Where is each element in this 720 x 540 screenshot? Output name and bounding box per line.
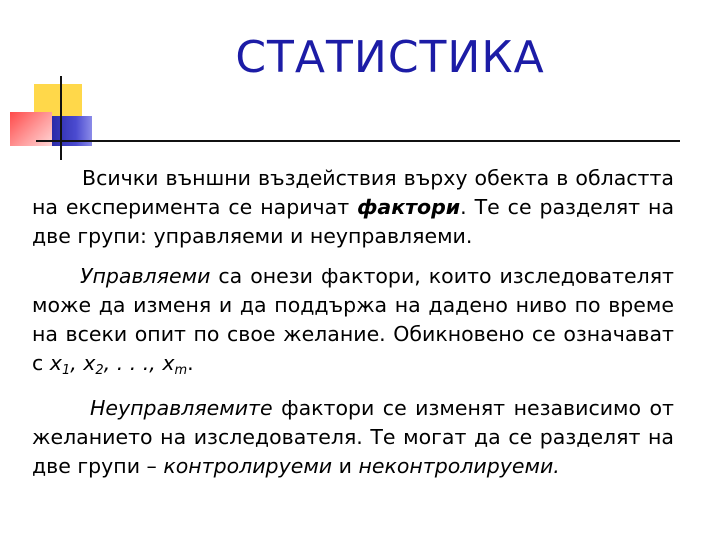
slide-title: СТАТИСТИКА xyxy=(235,32,545,83)
p1-text-2: . Те се разделят на две групи: управляеми и неуправляеми. xyxy=(32,195,675,248)
title-underline xyxy=(36,140,680,142)
p1-text-1: Всички външни въздействия върху обекта в областта на експеримента се наричат xyxy=(32,166,674,219)
p2-sep-2: , . . ., xyxy=(103,351,163,375)
p2-xm: $x_m$ xyxy=(162,351,188,378)
p3-term-monitored: контролируеми xyxy=(163,454,333,478)
p2-end: . xyxy=(187,351,194,375)
p2-sep-1: , xyxy=(70,351,84,375)
p2-term-controllable: Управляеми xyxy=(80,264,211,288)
paragraph-controllable xyxy=(32,262,674,385)
p2-text-1: са онези фактори, които изследователят може да изменя и да поддържа на дадено ниво по време на всеки опит по свое желание. Обикновено се означават с xyxy=(32,264,674,375)
paragraph-factors xyxy=(32,164,674,251)
p3-term-unmonitored: неконтролируеми. xyxy=(358,454,560,478)
decor-vertical-line xyxy=(60,76,62,160)
p3-term-uncontrollable: Неуправляемите xyxy=(90,396,273,420)
p2-x1: $x_1$ xyxy=(49,351,71,378)
p1-term-factors: фактори xyxy=(357,195,461,219)
paragraph-uncontrollable xyxy=(32,394,674,481)
p2-x2: $x_2$ xyxy=(83,351,104,378)
p3-text-1: фактори се изменят независимо от желанието на изследователя. Те могат да се разделят на две групи – xyxy=(32,396,674,478)
p3-text-2: и xyxy=(332,454,359,478)
